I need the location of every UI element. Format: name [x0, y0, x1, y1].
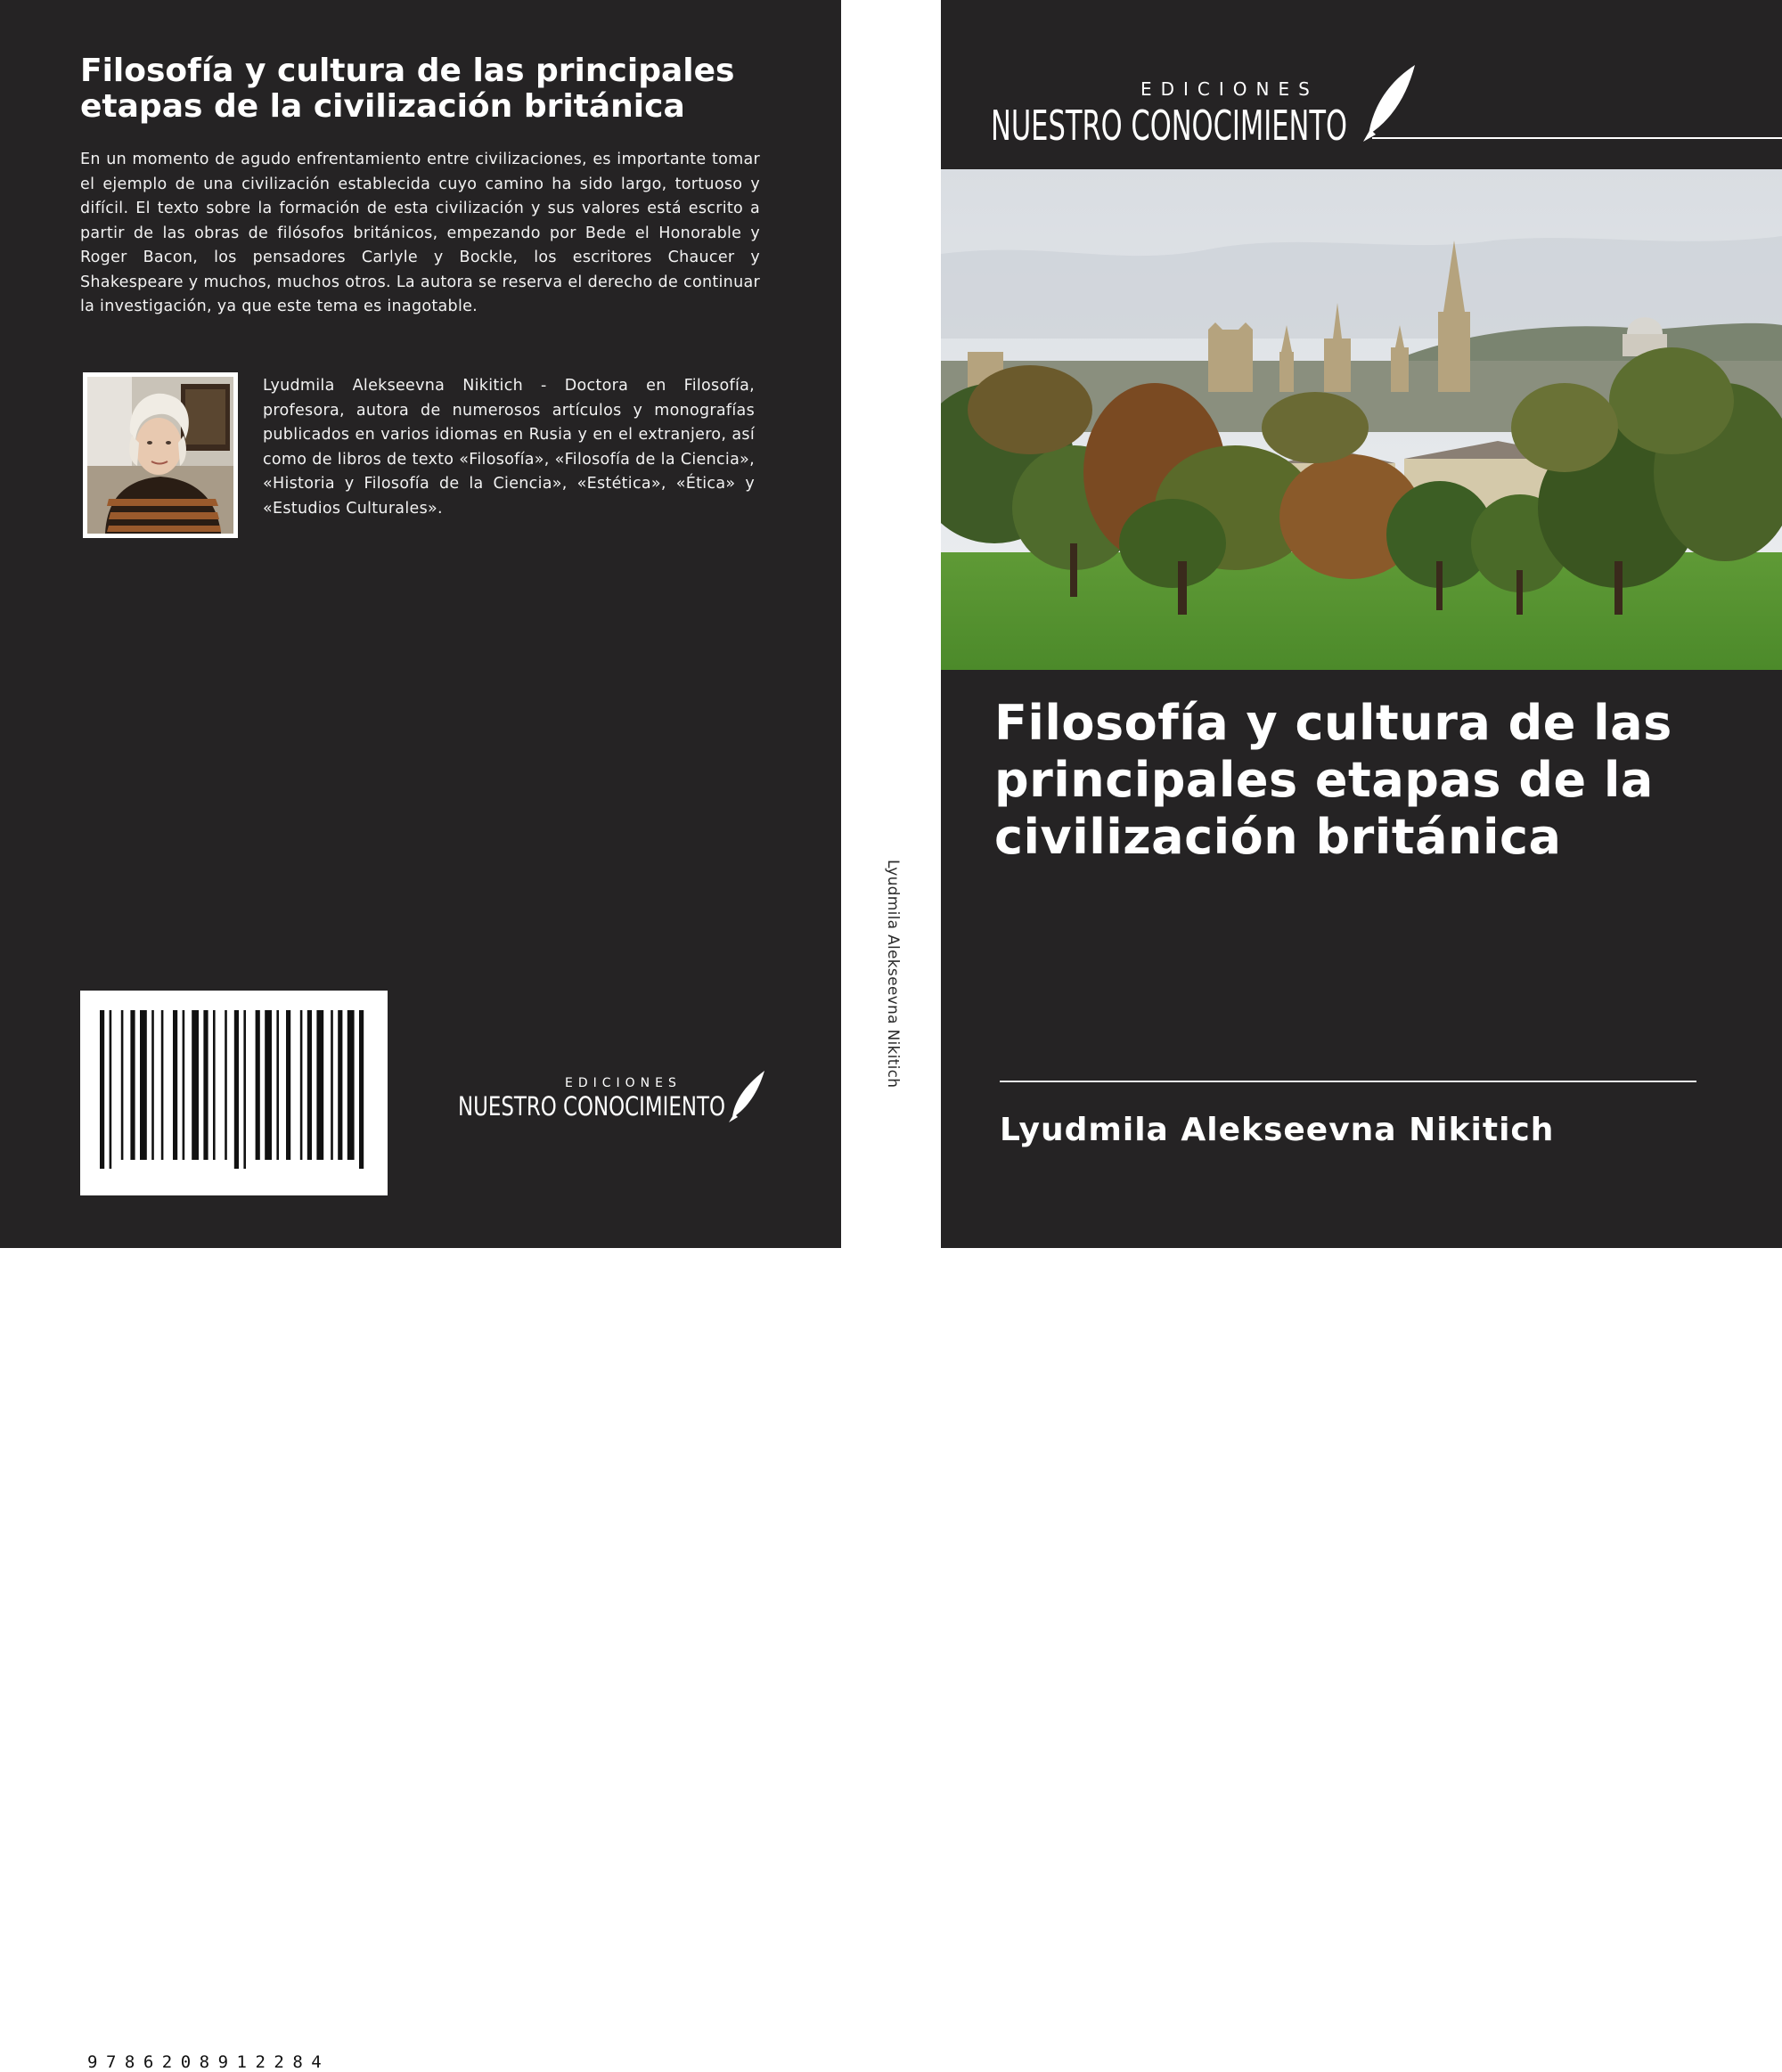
publisher-line2: NUESTRO CONOCIMIENTO [458, 1091, 725, 1122]
barcode-bar [307, 1010, 312, 1160]
barcode-bar [316, 1010, 323, 1160]
front-cover-author: Lyudmila Alekseevna Nikitich [1000, 1112, 1555, 1148]
barcode-bar [121, 1010, 124, 1160]
barcode-bar [213, 1010, 216, 1160]
barcode-bar [100, 1010, 104, 1169]
barcode-bar [130, 1010, 135, 1160]
barcode-bar [225, 1010, 227, 1160]
publisher-line1: EDICIONES [565, 1076, 682, 1090]
front-cover-divider [1000, 1081, 1696, 1082]
author-bio: Lyudmila Alekseevna Nikitich - Doctora en Filosofía, profesora, autora de numerosos artículos y monografías publicados en varios idiomas en Rusia y en el extranjero, así como de libros de texto «Filosofía», «Filosofía de la Ciencia», «Historia y Filosofía de la Ciencia», «Estética», «Ética» y «Estudios Culturales». [263, 377, 755, 518]
isbn-digits: 9786208912284 [87, 2052, 331, 2072]
cover-photo-oxford-skyline [941, 169, 1782, 670]
barcode-bar [203, 1010, 208, 1160]
back-cover-title: Filosofía y cultura de las principales etapas de la civilización británica [80, 53, 735, 125]
front-cover-title: Filosofía y cultura de las principales etapas de la civilización británica [994, 695, 1672, 865]
barcode-bar [161, 1010, 164, 1160]
barcode-bar [234, 1010, 239, 1169]
publisher-logo-small [456, 1067, 768, 1130]
barcode-bar [276, 1010, 279, 1160]
barcode-bar [331, 1010, 333, 1160]
spine-author: Lyudmila Alekseevna Nikitich [884, 860, 902, 1089]
barcode-bar [286, 1010, 290, 1160]
publisher-logo-large [989, 58, 1782, 156]
barcode-bar [338, 1010, 342, 1160]
author-photo [83, 372, 238, 538]
barcode-bar [359, 1010, 364, 1169]
publisher-line2-large: NUESTRO CONOCIMIENTO [991, 102, 1347, 150]
quill-pen-icon [729, 1071, 764, 1122]
back-cover-blurb: En un momento de agudo enfrentamiento entre civilizaciones, es importante tomar el ejemplo de una civilización establecida cuyo camino ha sido largo, tortuoso y difícil. El texto sobre la formación de esta civilización y sus valores está escrito a partir de las obras de filósofos británicos, empezando por Bede el Honorable y Roger Bacon, los pensadores Carlyle y Bockle, los escritores Chaucer y Shakespeare y muchos, muchos otros. La autora se reserva el derecho de continuar la investigación, ya que este tema es inagotable. [80, 151, 760, 315]
barcode-bar [256, 1010, 260, 1160]
publisher-line1-large: EDICIONES [1140, 78, 1319, 100]
isbn-barcode [80, 991, 388, 2072]
barcode-bar [243, 1010, 246, 1169]
barcode-bar [265, 1010, 272, 1160]
barcode-bar [151, 1010, 154, 1160]
barcode-bar [173, 1010, 177, 1160]
barcode-bar [192, 1010, 199, 1160]
barcode-bar [110, 1010, 112, 1169]
barcode-bar [140, 1010, 147, 1160]
barcode-bar [347, 1010, 355, 1160]
barcode-bar [183, 1010, 185, 1160]
barcode-bar [300, 1010, 303, 1160]
quill-pen-icon [1363, 65, 1415, 142]
